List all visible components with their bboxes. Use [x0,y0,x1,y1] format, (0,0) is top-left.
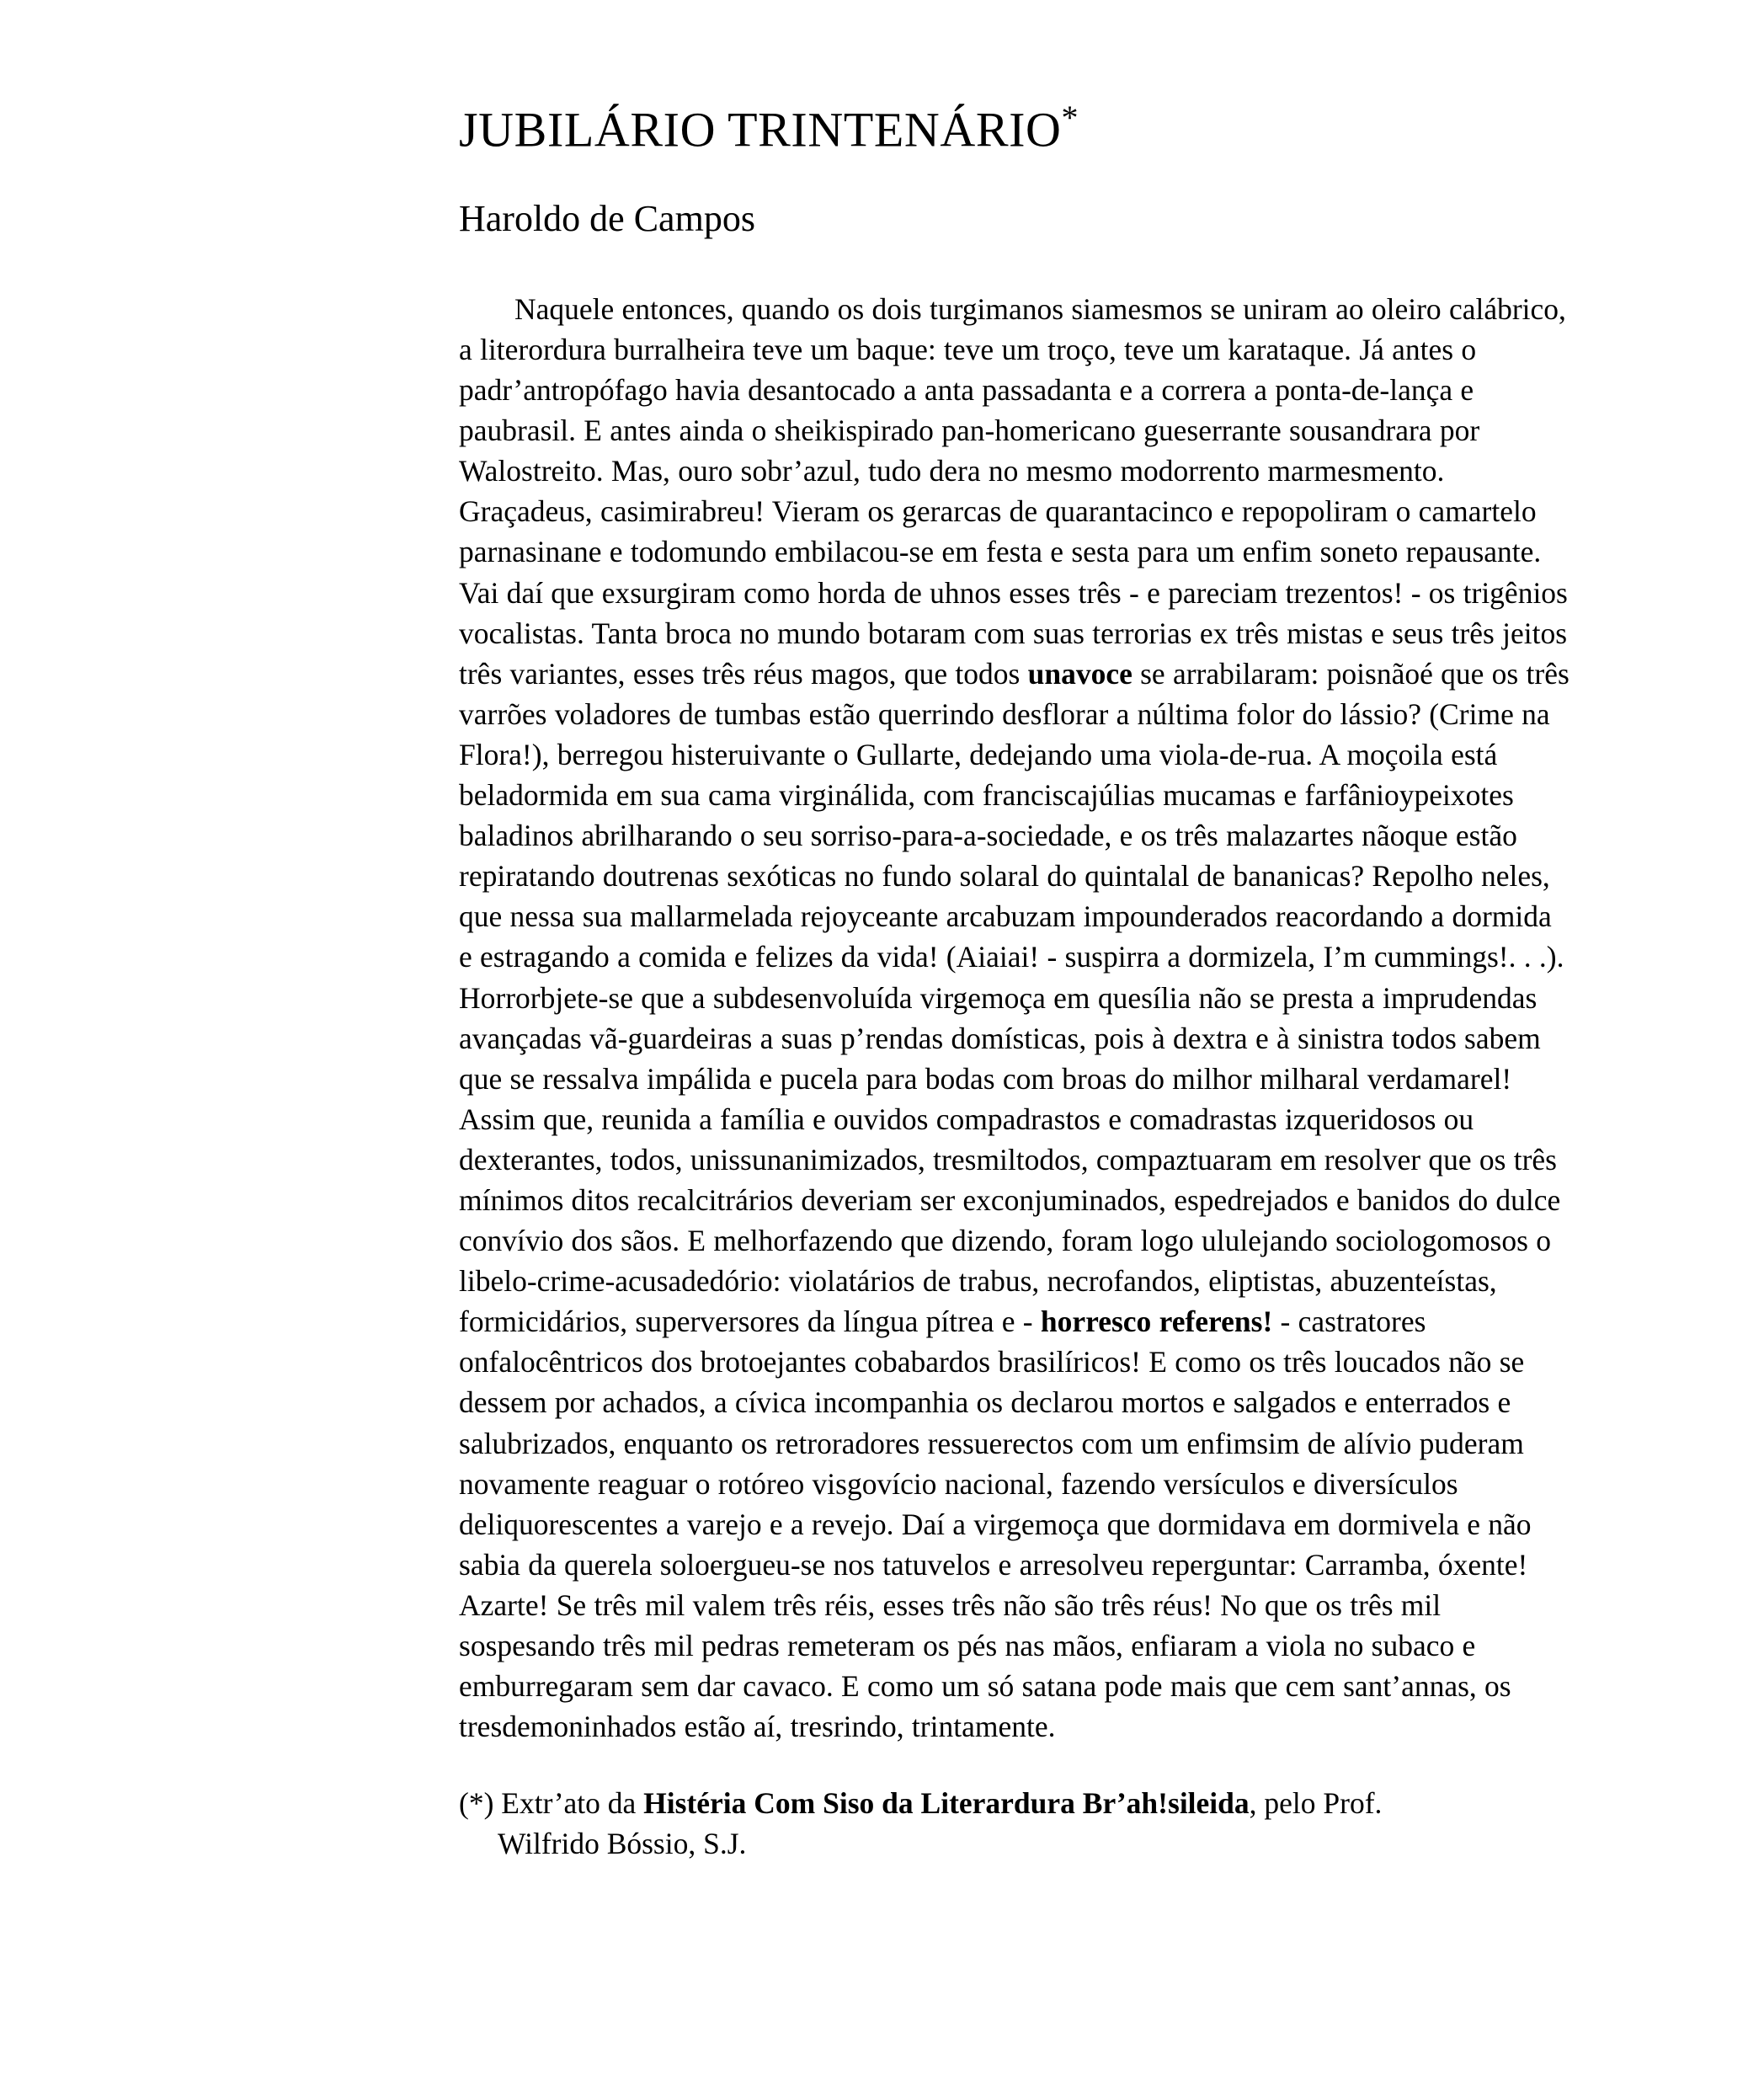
footnote-marker: (*) [459,1786,494,1821]
body-text-part-1: Naquele entonces, quando os dois turgimanos siamesmos se uniram ao oleiro calábrico, a literordura burralheira teve um baque: teve um troço, teve um karataque. Já antes o padr’antropófago havia desantocado a anta passadanta e a correra a ponta-de-lança e paubrasil. E antes ainda o sheikispirado pan-homericano gueserrante sousandrara por Walostreito. Mas, ouro sobr’azul, tudo dera no mesmo modorrento marmesmento. Graçadeus, casimirabreu! Vieram os gerarcas de quarantacinco e repopoliram o camartelo parnasinane e todomundo embilacou-se em festa e sesta para um enfim soneto repausante. Vai daí que exsurgiram como horda de uhnos esses três - e pareciam trezentos! - os trigênios vocalistas. Tanta broca no mundo botaram com suas terrorias ex três mistas e seus três jeitos três variantes, esses três réus magos, que todos [459,291,1568,691]
footnote-work-title: Histéria Com Siso da Literardura Br’ah!sileida [643,1786,1250,1821]
page-title [459,99,1570,157]
title-footnote-marker: * [1061,99,1079,136]
footnote-second-line: Wilfrido Bóssio, S.J. [498,1826,747,1860]
body-emphasis-unavoce: unavoce [1027,656,1132,691]
body-text-part-2: se arrabilaram: poisnãoé que os três varrões voladores de tumbas estão querrindo desflorar a núltima folor do lássio? (Crime na Flora!), berregou histeruivante o Gullarte, dedejando uma viola-de-rua. A moçoila está beladormida em sua cama virginálida, com franciscajúlias mucamas e farfânioypeixotes baladinos abrilharando o seu sorriso-para-a-sociedade, e os três malazartes nãoque estão repiratando doutrenas sexóticas no fundo solaral do quintalal de bananicas? Repolho neles, que nessa sua mallarmelada rejoyceante arcabuzam impounderados reacordando a dormida e estragando a comida e felizes da vida! (Aiaiai! - suspirra a dormizela, I’m cummings!. . .). Horrorbjete-se que a subdesenvoluída virgemoça em quesília não se presta a imprudendas avançadas vã-guardeiras a suas p’rendas domísticas, pois à dextra e à sinistra todos sabem que se ressalva impálida e pucela para bodas com broas do milhor milharal verdamarel! Assim que, reunida a família e ouvidos compadrastos e comadrastas izqueridosos ou dexterantes, todos, unissunanimizados, tresmiltodos, compaztuaram em resolver que os três mínimos ditos recalcitrários deveriam ser exconjuminados, espedrejados e banidos do dulce convívio dos sãos. E melhorfazendo que dizendo, foram logo ululejando sociologomosos o libelo-crime-acusadedório: violatários de trabus, necrofandos, eliptistas, abuzenteístas, formicidários, superversores da língua pítrea e - [459,656,1569,1339]
document-content [459,99,1570,1864]
footnote-tail-text: , pelo Prof. [1249,1786,1383,1821]
author-name: Haroldo de Campos [459,198,755,240]
footnote [459,1784,1570,1863]
page-title-text: JUBILÁRIO TRINTENÁRIO [459,102,1062,157]
body-text-part-3: - castratores onfalocêntricos dos brotoejantes cobabardos brasilíricos! E como os três loucados não se dessem por achados, a cívica incompanhia os declarou mortos e salgados e enterrados e salubrizados, enquanto os retroradores ressuerectos com um enfimsim de alívio puderam novamente reaguar o rotóreo visgovício nacional, fazendo versículos e diversículos deliquorescentes a varejo e a revejo. Daí a virgemoça que dormidava em dormivela e não sabia da querela soloergueu-se nos tatuvelos e arresolveu reperguntar: Carramba, óxente! Azarte! Se três mil valem três réis, esses três não são três réus! No que os três mil sospesando três mil pedras remeteram os pés nas mãos, enfiaram a viola no subaco e emburregaram sem dar cavaco. E como um só satana pode mais que cem sant’annas, os tresdemoninhados estão aí, tresrindo, trintamente. [459,1305,1532,1744]
body-emphasis-horresco-referens: horresco referens! [1040,1305,1273,1339]
footnote-lead-text: Extr’ato da [493,1786,644,1821]
body-paragraph [459,289,1570,1747]
